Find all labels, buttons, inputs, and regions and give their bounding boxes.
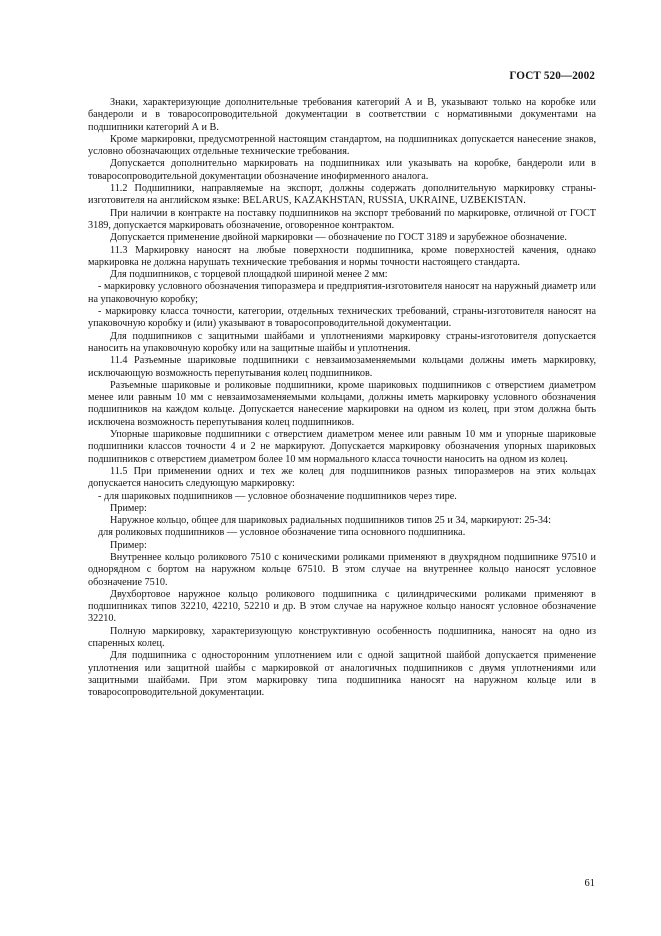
- paragraph: Двухбортовое наружное кольцо роликового подшипника с цилиндрическими роликами применяют в подшипниках типов 32210, 42210, 52210 и др. В этом случае на наружное кольцо наносят условное обозначение 32210.: [88, 588, 596, 625]
- paragraph: Кроме маркировки, предусмотренной настоящим стандартом, на подшипниках допускается нанесение знаков, условно обозначающих отдельные технические требования.: [88, 133, 596, 158]
- paragraph: Знаки, характеризующие дополнительные требования категорий А и В, указывают только на коробке или бандероли и в товаросопроводительной документации в соответствии с нормативными документами на подшипники категорий А и В.: [88, 97, 596, 133]
- paragraph: 11.5 При применении одних и тех же колец для подшипников разных типоразмеров на этих кольцах допускается наносить следующую маркировку:: [88, 465, 596, 490]
- list-item: - маркировку условного обозначения типоразмера и предприятия-изготовителя наносят на наружный диаметр или на упаковочную коробку;: [88, 281, 596, 305]
- paragraph: Для подшипников с защитными шайбами и уплотнениями маркировку страны-изготовителя допускается наносить на упаковочную коробку или на защитные шайбы и уплотнения.: [88, 330, 596, 354]
- paragraph: Внутреннее кольцо роликового 7510 с коническими роликами применяют в двухрядном подшипнике 97510 и однорядном с бортом на наружном кольце 67510. В этом случае на внутреннее кольцо наносят условное обозначение 7510.: [88, 551, 596, 588]
- paragraph: Полную маркировку, характеризующую конструктивную особенность подшипника, наносят на одно из спаренных колец.: [88, 625, 596, 650]
- paragraph: Упорные шариковые подшипники с отверстием диаметром менее или равным 10 мм и упорные шариковые подшипники классов точности 4 и 2 не маркируют. Допускается маркировку обозначения упорных шариковых подшипников с отверстием диаметром более 10 мм нормального класса точности наносить на одном из колец.: [88, 429, 596, 465]
- document-code-header: ГОСТ 520—2002: [509, 70, 595, 82]
- paragraph: Наружное кольцо, общее для шариковых радиальных подшипников типов 25 и 34, маркируют: 25-34:: [110, 515, 551, 527]
- paragraph: Разъемные шариковые и роликовые подшипники, кроме шариковых подшипников с отверстием диаметром менее или равным 10 мм с невзаимозаменяемыми кольцами, должны иметь маркировку условного обозначения подшипников на каждом кольце. Допускается нанесение маркировки на одном из колец, при этом должна быть исключена возможность перепутывания колец подшипников.: [88, 379, 596, 428]
- example-label: Пример:: [110, 502, 147, 514]
- example-label: Пример:: [110, 539, 147, 551]
- list-item: для роликовых подшипников — условное обозначение типа основного подшипника.: [98, 527, 466, 539]
- paragraph: Для подшипников, с торцевой площадкой шириной менее 2 мм:: [110, 269, 388, 281]
- paragraph: Для подшипника с односторонним уплотнением или с одной защитной шайбой допускается применение уплотнения или защитной шайбы с маркировкой от аналогичных подшипников с двумя уплотнениями или защитными шайбами. При этом маркировку типа подшипника наносят на наружном кольце или в товаросопроводительной документации.: [88, 650, 596, 699]
- list-item: - для шариковых подшипников — условное обозначение подшипников через тире.: [98, 490, 457, 502]
- page-number: 61: [584, 878, 595, 889]
- paragraph: Допускается дополнительно маркировать на подшипниках или указывать на коробке, бандероли или в товаросопроводительной документации обозначение инофирменного аналога.: [88, 158, 596, 182]
- paragraph: 11.2 Подшипники, направляемые на экспорт, должны содержать дополнительную маркировку страны-изготовителя на английском языке: BELARUS, KAZAKHSTAN, RUSSIA, UKRAINE, UZBEKISTAN.: [88, 183, 596, 207]
- list-item: - маркировку класса точности, категории, отдельных технических требований, страны-изготовителя наносят на упаковочную коробку и (или) указывают в товаросопроводительной документации.: [88, 306, 596, 330]
- paragraph: При наличии в контракте на поставку подшипников на экспорт требований по маркировке, отличной от ГОСТ 3189, допускается маркировать обозначение, оговоренное контрактом.: [88, 207, 596, 231]
- paragraph: Допускается применение двойной маркировки — обозначение по ГОСТ 3189 и зарубежное обозначение.: [110, 232, 567, 244]
- paragraph: 11.4 Разъемные шариковые подшипники с невзаимозаменяемыми кольцами должны иметь маркировку, исключающую возможность перепутывания колец подшипников.: [88, 355, 596, 379]
- paragraph: 11.3 Маркировку наносят на любые поверхности подшипника, кроме поверхностей качения, однако маркировка не должна нарушать технические требования и нормы точности настоящего стандарта.: [88, 244, 596, 268]
- document-body: [88, 97, 596, 700]
